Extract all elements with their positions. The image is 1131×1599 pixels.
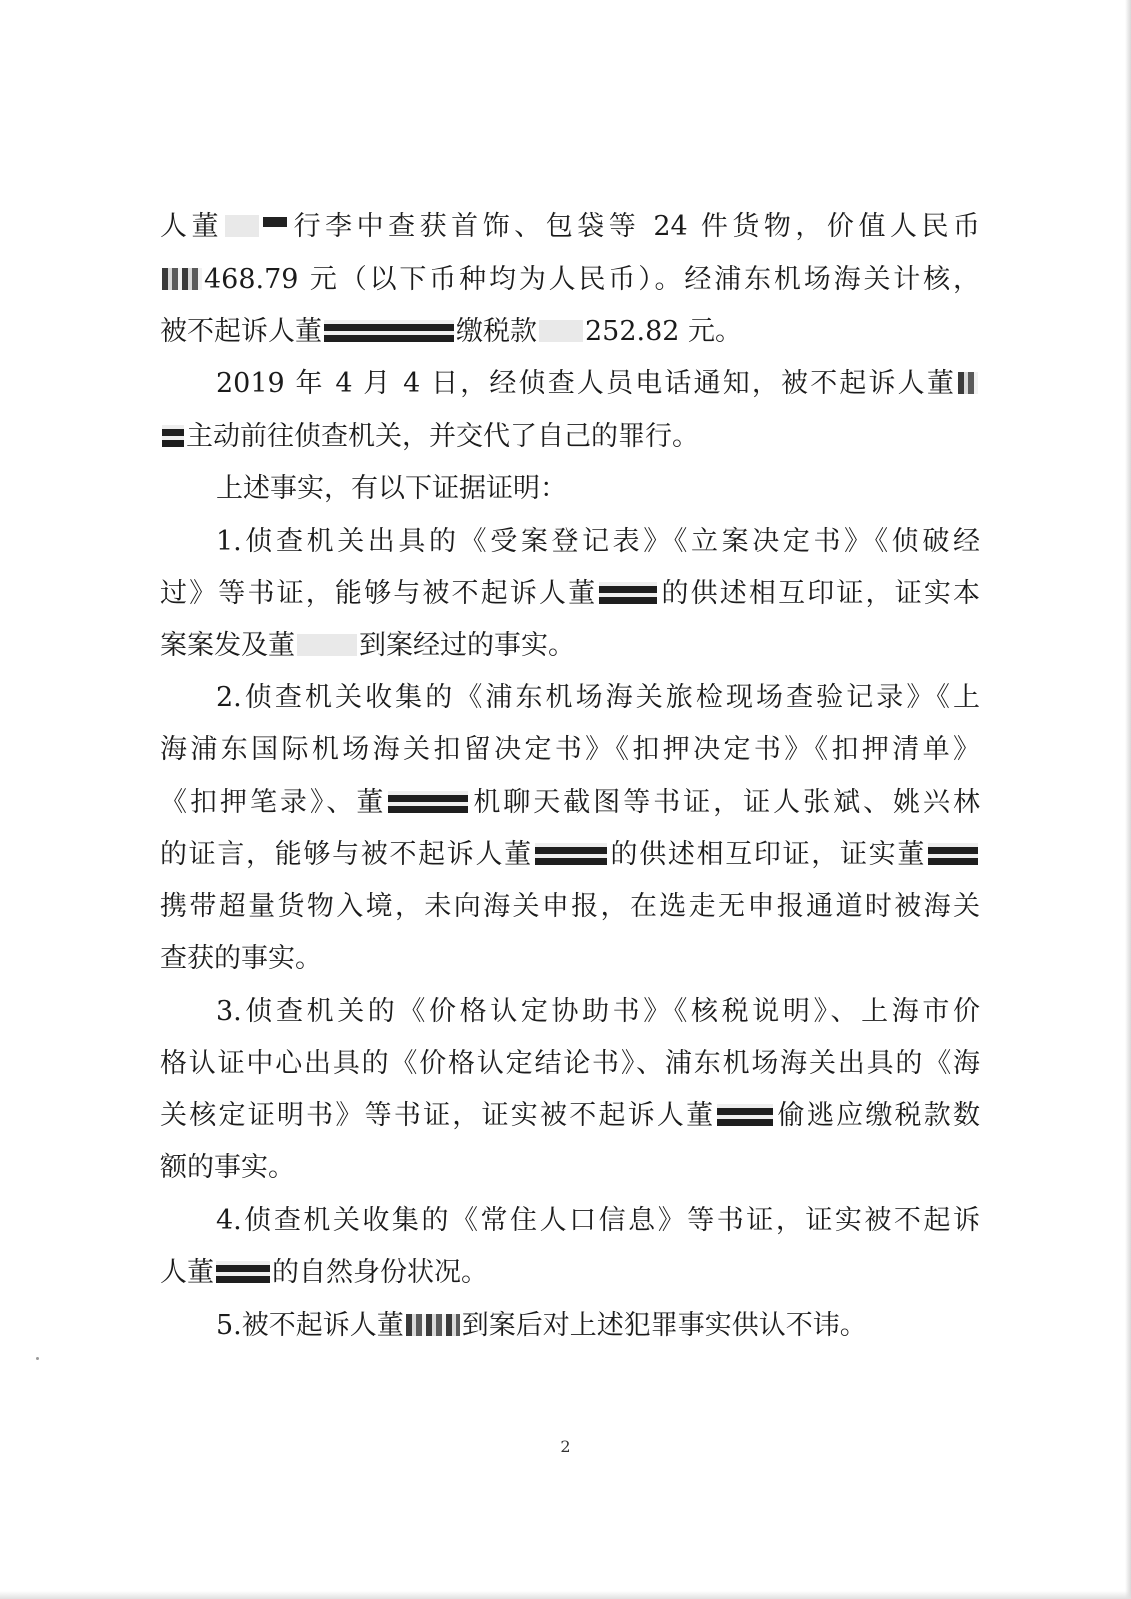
- text-segment: 人董: [160, 211, 224, 242]
- redaction-mark: [717, 1104, 773, 1126]
- text-line-17: [160, 1047, 980, 1081]
- text-line-16: [216, 995, 980, 1029]
- text-segment: 1.侦查机关出具的《受案登记表》《立案决定书》《侦破经: [216, 526, 980, 557]
- text-segment: 到案经过的事实。: [359, 630, 575, 661]
- text-line-20: [216, 1204, 980, 1238]
- text-segment: 人董: [160, 1257, 214, 1288]
- text-line-15: [160, 942, 980, 976]
- text-line-21: [160, 1256, 980, 1290]
- text-segment: 被不起诉人董: [160, 316, 322, 347]
- redaction-mark: [539, 320, 583, 342]
- redaction-mark: [535, 843, 607, 865]
- redaction-mark: [263, 217, 287, 227]
- text-line-11: [160, 733, 980, 767]
- text-segment: 的自然身份状况。: [272, 1257, 488, 1288]
- text-segment: 的供述相互印证，证实董: [608, 839, 927, 870]
- text-line-18: [160, 1099, 980, 1133]
- text-segment: 额的事实。: [160, 1152, 295, 1183]
- text-segment: 过》等书证，能够与被不起诉人董: [160, 578, 598, 609]
- redaction-mark: [388, 791, 468, 813]
- text-segment: 查获的事实。: [160, 943, 322, 974]
- text-segment: 缴税款: [456, 316, 537, 347]
- redaction-mark: [324, 320, 454, 342]
- redaction-mark: [297, 634, 357, 656]
- text-line-1: [160, 210, 980, 244]
- page-number: 2: [560, 1437, 571, 1456]
- text-line-2: [160, 263, 980, 297]
- text-segment: 252.82 元。: [585, 316, 743, 347]
- text-line-4: [216, 367, 980, 401]
- scan-speck: [36, 1357, 39, 1360]
- scan-edge-shadow: [0, 1591, 1131, 1599]
- text-segment: 主动前往侦查机关，并交代了自己的罪行。: [186, 421, 699, 452]
- text-line-9: [160, 629, 980, 663]
- text-line-10: [216, 681, 980, 715]
- text-line-7: [216, 525, 980, 559]
- text-line-22: [216, 1309, 980, 1343]
- text-segment: 的供述相互印证，证实本: [659, 578, 980, 609]
- text-line-3: [160, 315, 980, 349]
- text-segment: 的证言，能够与被不起诉人董: [160, 839, 533, 870]
- text-segment: 偷逃应缴税款数: [775, 1100, 980, 1131]
- text-segment: 2019 年 4 月 4 日，经侦查人员电话通知，被不起诉人董: [216, 368, 956, 399]
- text-segment: 4.侦查机关收集的《常住人口信息》等书证，证实被不起诉: [216, 1205, 980, 1236]
- redaction-mark: [162, 268, 202, 290]
- text-line-13: [160, 838, 980, 872]
- text-line-12: [160, 786, 980, 820]
- text-line-8: [160, 577, 980, 611]
- text-segment: 3.侦查机关的《价格认定协助书》《核税说明》、上海市价: [216, 996, 980, 1027]
- text-segment: 2.侦查机关收集的《浦东机场海关旅检现场查验记录》《上: [216, 682, 980, 713]
- text-line-14: [160, 890, 980, 924]
- text-segment: 海浦东国际机场海关扣留决定书》《扣押决定书》《扣押清单》: [160, 734, 980, 765]
- redaction-mark: [599, 582, 657, 604]
- redaction-mark: [162, 425, 184, 447]
- text-line-5: [160, 420, 980, 454]
- scan-edge-shadow: [1125, 0, 1131, 1599]
- text-segment: 《扣押笔录》、董: [160, 787, 387, 818]
- redaction-mark: [928, 843, 978, 865]
- text-segment: 到案后对上述犯罪事实供认不讳。: [461, 1310, 867, 1341]
- text-line-6: [216, 472, 980, 506]
- text-segment: 上述事实，有以下证据证明：: [216, 473, 567, 504]
- text-segment: 案案发及董: [160, 630, 295, 661]
- text-segment: 行李中查获首饰、包袋等 24 件货物，价值人民币: [289, 211, 980, 242]
- text-segment: 格认证中心出具的《价格认定结论书》、浦东机场海关出具的《海: [160, 1048, 980, 1079]
- text-line-19: [160, 1151, 980, 1185]
- text-segment: 机聊天截图等书证，证人张斌、姚兴林: [470, 787, 980, 818]
- redaction-mark: [216, 1261, 270, 1283]
- text-segment: 468.79 元（以下币种均为人民币）。经浦东机场海关计核，: [204, 264, 980, 295]
- text-segment: 携带超量货物入境，未向海关申报，在选走无申报通道时被海关: [160, 891, 980, 922]
- redaction-mark: [225, 215, 259, 237]
- text-segment: 5.被不起诉人董: [216, 1310, 404, 1341]
- redaction-mark: [406, 1314, 460, 1336]
- redaction-mark: [958, 372, 978, 394]
- text-segment: 关核定证明书》等书证，证实被不起诉人董: [160, 1100, 716, 1131]
